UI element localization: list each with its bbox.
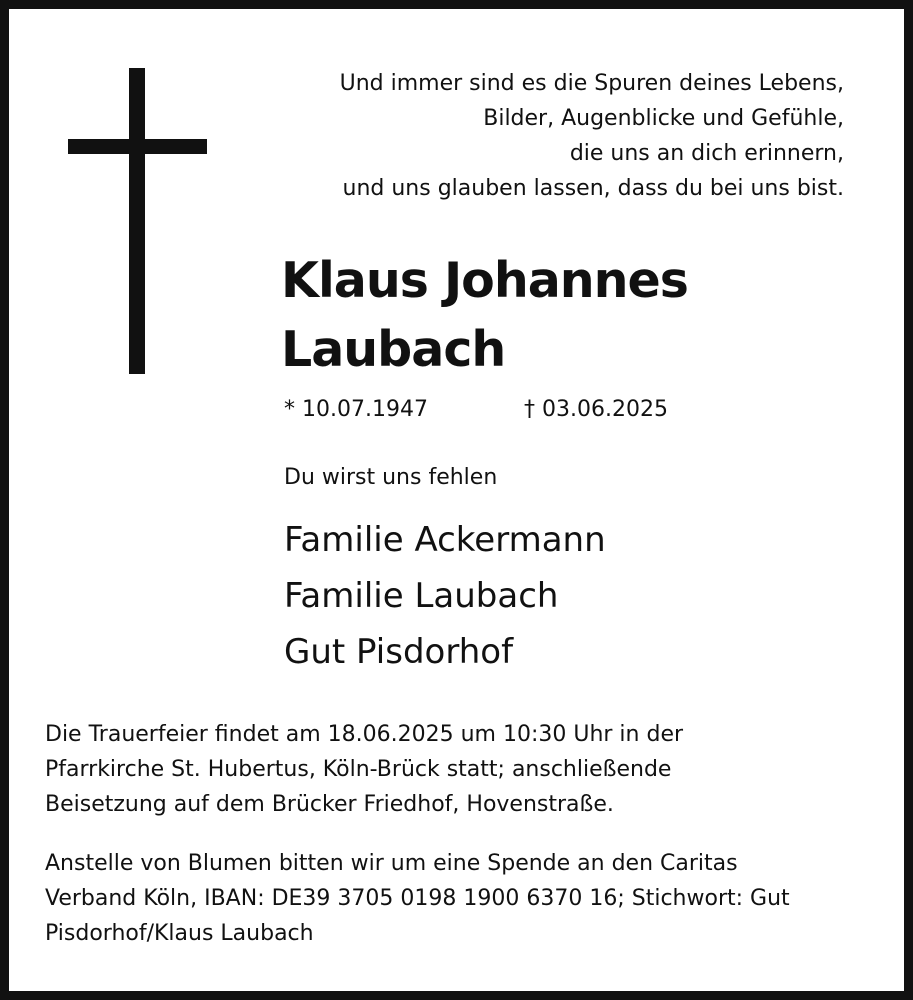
ceremony-line: Die Trauerfeier findet am 18.06.2025 um 10:30 Uhr in der [45,722,684,747]
poem-line: und uns glauben lassen, dass du bei uns bist. [342,176,844,201]
ceremony-line: Pfarrkirche St. Hubertus, Köln-Brück statt; anschließende [45,757,672,782]
donation-line: Verband Köln, IBAN: DE39 3705 0198 1900 6370 16; Stichwort: Gut [45,886,790,911]
poem-line: Und immer sind es die Spuren deines Lebens, [339,71,844,96]
mourner-family: Familie Ackermann [284,520,606,560]
ceremony-line: Beisetzung auf dem Brücker Friedhof, Hovenstraße. [45,792,614,817]
donation-info [45,846,790,951]
poem-line: die uns an dich erinnern, [569,141,844,166]
cross-vertical-bar [129,68,145,374]
deceased-name [281,246,688,384]
mourner-family: Gut Pisdorhof [284,632,514,672]
farewell-text: Du wirst uns fehlen [284,465,498,490]
deceased-name-line2: Laubach [281,321,506,378]
donation-line: Pisdorhof/Klaus Laubach [45,921,314,946]
birth-date: * 10.07.1947 [284,397,428,422]
death-date: † 03.06.2025 [524,397,668,422]
mourner-family: Familie Laubach [284,576,559,616]
mourners-list [284,512,606,680]
memorial-poem [340,66,844,206]
cross-horizontal-bar [68,139,207,154]
deceased-name-line1: Klaus Johannes [281,252,688,309]
donation-line: Anstelle von Blumen bitten wir um eine Spende an den Caritas [45,851,738,876]
poem-line: Bilder, Augenblicke und Gefühle, [483,106,844,131]
ceremony-info [45,717,683,822]
